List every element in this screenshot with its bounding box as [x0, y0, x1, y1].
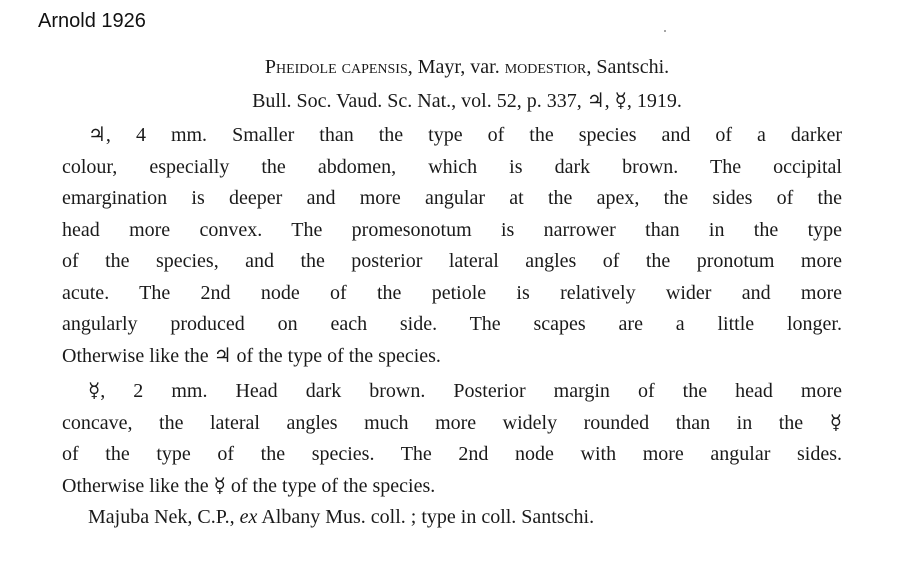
text-line: ☿, 2 mm. Head dark brown. Posterior margin of the head more	[88, 380, 842, 402]
major-description	[62, 120, 842, 372]
locality-line	[62, 502, 842, 533]
text-line: head more convex. The promesonotum is narrower than in the type	[62, 218, 842, 241]
text-line: concave, the lateral angles much more widely rounded than in the ☿	[62, 411, 842, 434]
text-line: Otherwise like the ☿ of the type of the species.	[62, 474, 436, 497]
text-line: ♃, 4 mm. Smaller than the type of the species and of a darker	[88, 124, 842, 146]
worker-description	[62, 376, 842, 502]
locality-after: Albany Mus. coll. ; type in coll. Santschi.	[257, 506, 595, 528]
text-line: colour, especially the abdomen, which is dark brown. The occipital	[62, 155, 842, 178]
text-line: acute. The 2nd node of the petiole is relatively wider and more	[62, 281, 842, 304]
text-line: of the species, and the posterior lateral angles of the pronotum more	[62, 250, 842, 272]
source-label: Arnold 1926	[38, 10, 146, 32]
citation: Bull. Soc. Vaud. Sc. Nat., vol. 52, p. 337, ♃, ☿, 1919.	[252, 90, 682, 112]
text-line: emargination is deeper and more angular at the apex, the sides of the	[62, 187, 842, 209]
scan-speck	[664, 30, 666, 32]
text-line: Otherwise like the ♃ of the type of the species.	[62, 344, 441, 367]
document-page	[62, 52, 842, 533]
variety-author: Santschi.	[591, 56, 670, 78]
text-line: of the type of the species. The 2nd node with more angular sides.	[62, 443, 842, 465]
locality-ex: ex	[239, 506, 258, 528]
species-name: Pheidole capensis,	[264, 56, 413, 78]
species-author: Mayr, var.	[412, 56, 505, 78]
variety-name: modestior,	[504, 56, 592, 78]
locality-before: Majuba Nek, C.P.,	[88, 506, 240, 528]
species-title	[92, 52, 842, 82]
text-line: angularly produced on each side. The scapes are a little longer.	[62, 313, 842, 335]
